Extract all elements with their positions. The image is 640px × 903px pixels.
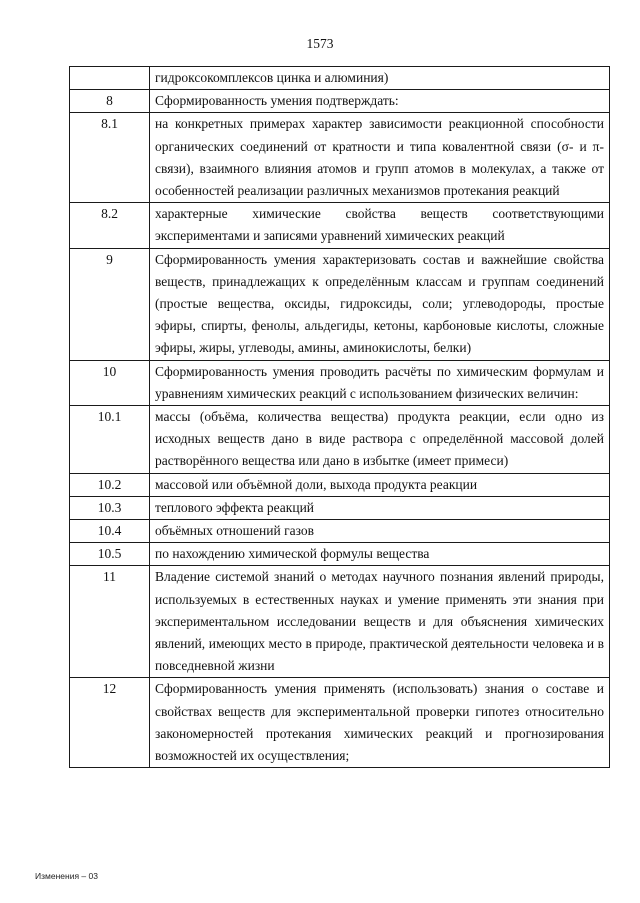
table-row: [70, 566, 610, 678]
row-text: массовой или объёмной доли, выхода продукта реакции: [150, 473, 610, 496]
table-row: [70, 520, 610, 543]
row-number: [70, 67, 150, 90]
row-number: 10.5: [70, 543, 150, 566]
row-text: на конкретных примерах характер зависимости реакционной способности органических соединений от кратности и типа ковалентной связи (σ- и π-связи), взаимного влияния атомов и групп атомов в молекулах, а также от особенностей реализации различных механизмов протекания реакций: [150, 113, 610, 203]
row-text: Сформированность умения проводить расчёты по химическим формулам и уравнениям химических реакций с использованием физических величин:: [150, 360, 610, 405]
table-row: [70, 496, 610, 519]
table-row: [70, 67, 610, 90]
row-number: 8.1: [70, 113, 150, 203]
row-text: по нахождению химической формулы вещества: [150, 543, 610, 566]
row-text: теплового эффекта реакций: [150, 496, 610, 519]
row-number: 10: [70, 360, 150, 405]
row-number: 10.2: [70, 473, 150, 496]
row-text: Сформированность умения применять (использовать) знания о составе и свойствах веществ для экспериментальной проверки гипотез относительно закономерностей протекания химических реакций и прогнозирования возможностей их осуществления;: [150, 678, 610, 768]
page-number: 1573: [306, 36, 334, 51]
row-text: Сформированность умения характеризовать состав и важнейшие свойства веществ, принадлежащих к определённым классам и группам соединений (простые вещества, оксиды, гидроксиды, соли; углеводороды, простые эфиры, спирты, фенолы, альдегиды, кетоны, карбоновые кислоты, сложные эфиры, жиры, углеводы, амины, аминокислоты, белки): [150, 248, 610, 360]
table-row: [70, 406, 610, 474]
row-number: 8.2: [70, 203, 150, 248]
row-text: гидроксокомплексов цинка и алюминия): [150, 67, 610, 90]
row-number: 9: [70, 248, 150, 360]
row-text: характерные химические свойства веществ соответствующими экспериментами и записями уравнений химических реакций: [150, 203, 610, 248]
row-number: 8: [70, 90, 150, 113]
row-text: объёмных отношений газов: [150, 520, 610, 543]
row-text: Сформированность умения подтверждать:: [150, 90, 610, 113]
row-number: 10.1: [70, 406, 150, 474]
table-row: [70, 473, 610, 496]
table-row: [70, 203, 610, 248]
table-row: [70, 360, 610, 405]
row-number: 10.4: [70, 520, 150, 543]
footer-revision: Изменения – 03: [35, 871, 98, 881]
table-row: [70, 113, 610, 203]
row-number: 11: [70, 566, 150, 678]
table-row: [70, 90, 610, 113]
row-text: Владение системой знаний о методах научного познания явлений природы, используемых в естественных науках и умение применять эти знания при экспериментальном исследовании веществ и для объяснения химических явлений, имеющих место в природе, практической деятельности человека и в повседневной жизни: [150, 566, 610, 678]
table-row: [70, 248, 610, 360]
row-number: 10.3: [70, 496, 150, 519]
table-row: [70, 543, 610, 566]
requirements-table: [69, 66, 610, 768]
row-number: 12: [70, 678, 150, 768]
row-text: массы (объёма, количества вещества) продукта реакции, если одно из исходных веществ дано в виде раствора с определённой массовой долей растворённого вещества или дано в избытке (имеет примеси): [150, 406, 610, 474]
table-row: [70, 678, 610, 768]
